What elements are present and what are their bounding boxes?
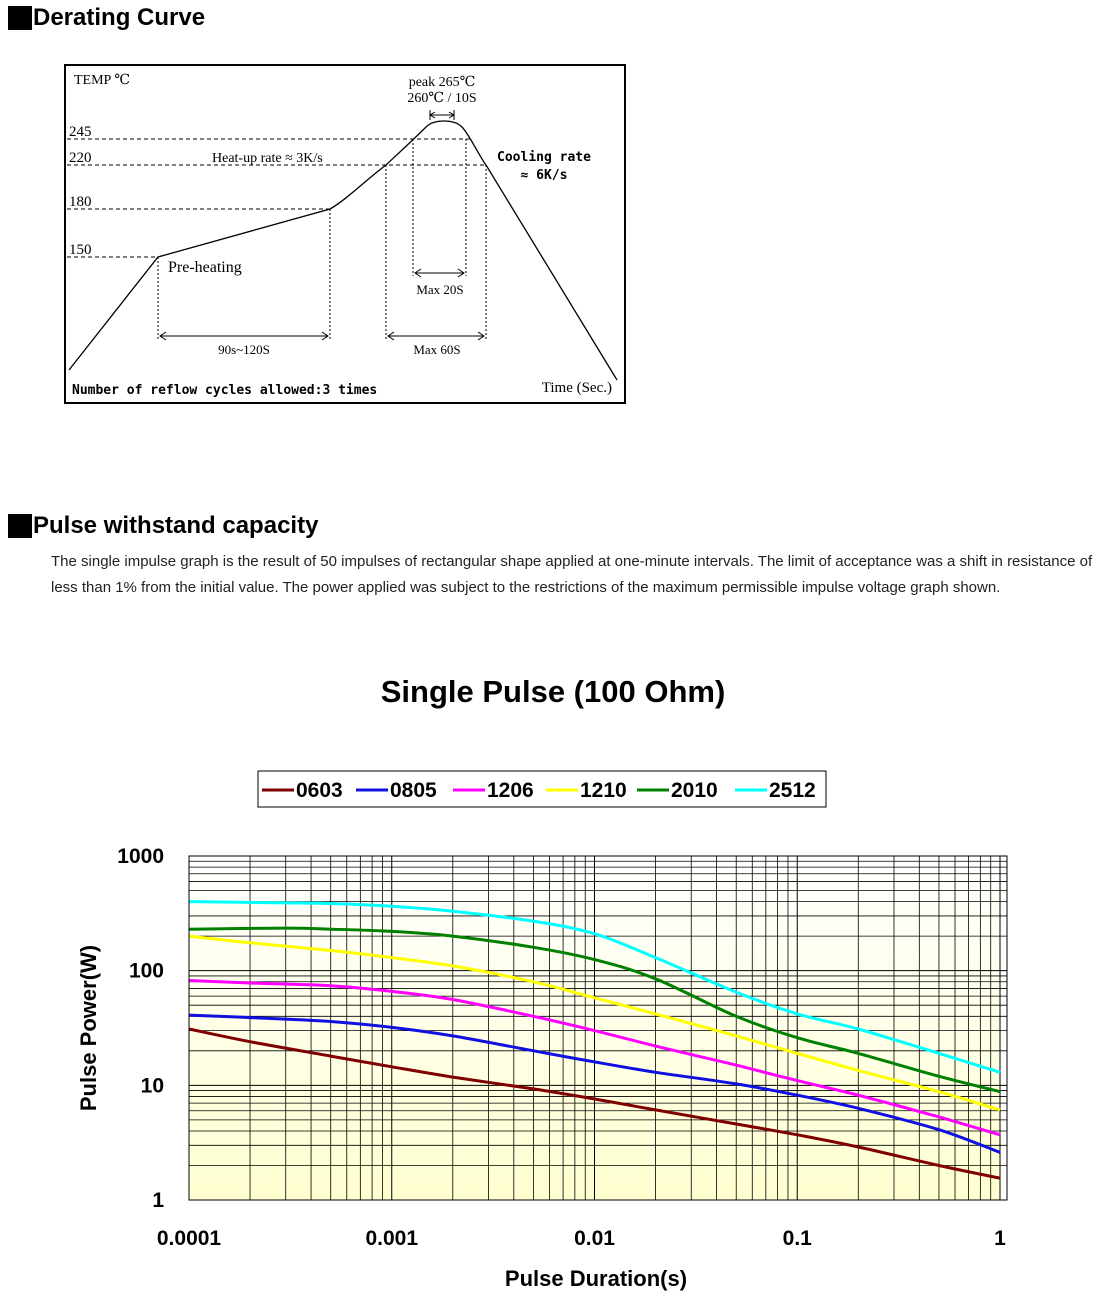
pulse-capacity-title	[8, 512, 318, 540]
reflow-x-axis-label: Time (Sec.)	[541, 380, 612, 396]
x-tick-label: 0.01	[574, 1227, 615, 1250]
reflow-frame	[65, 65, 625, 403]
pulse-capacity-title-text: Pulse withstand capacity	[33, 512, 319, 539]
cooling-rate-label-line2: ≈ 6K/s	[520, 168, 568, 183]
y-tick-label: 1	[152, 1189, 164, 1212]
reflow-profile-chart	[64, 64, 627, 406]
legend-label-2010: 2010	[671, 779, 718, 802]
single-pulse-chart	[0, 650, 1107, 1301]
reflow-y-axis-label: TEMP ℃	[74, 73, 130, 88]
legend-label-1206: 1206	[487, 779, 534, 802]
x-tick-label: 1	[994, 1227, 1006, 1250]
x-tick-label: 0.001	[365, 1227, 419, 1250]
y-tick-label: 1000	[117, 845, 164, 868]
max60-label: Max 60S	[413, 342, 461, 357]
x-tick-label: 0.1	[782, 1227, 812, 1250]
y-tick-label: 10	[140, 1074, 164, 1098]
legend-label-0603: 0603	[296, 779, 343, 802]
reflow-cycles-footer: Number of reflow cycles allowed:3 times	[72, 383, 378, 398]
pulse-y-axis-label: Pulse Power(W)	[76, 944, 101, 1112]
pulse-description: The single impulse graph is the result of 50 impulses of rectangular shape applied at one-minute intervals. The limit of acceptance was a shift in resistance of less than 1% from the initial value. The power applied was subject to the restrictions of the maximum permissible impulse voltage graph shown.	[51, 553, 1093, 596]
derating-curve-title-text: Derating Curve	[33, 4, 206, 31]
square-bullet-icon	[8, 6, 32, 30]
square-bullet-icon	[8, 514, 32, 538]
preheating-label: Pre-heating	[168, 259, 242, 276]
reflow-tick-180: 180	[69, 194, 92, 210]
legend-label-0805: 0805	[390, 779, 437, 802]
legend-label-2512: 2512	[769, 779, 816, 802]
cooling-rate-label-line1: Cooling rate	[497, 150, 591, 165]
peak-label-line1: peak 265℃	[408, 75, 476, 90]
x-tick-label: 0.0001	[156, 1227, 222, 1250]
reflow-tick-220: 220	[69, 150, 92, 166]
reflow-tick-150: 150	[69, 242, 92, 258]
pulse-chart-title: Single Pulse (100 Ohm)	[380, 674, 726, 709]
max20-label: Max 20S	[416, 282, 464, 297]
pulse-x-axis-label: Pulse Duration(s)	[504, 1266, 688, 1291]
y-tick-label: 100	[128, 959, 164, 983]
derating-curve-title	[8, 4, 205, 32]
heatup-rate-label: Heat-up rate ≈ 3K/s	[212, 151, 323, 166]
preheat-time-label: 90s~120S	[218, 342, 270, 357]
reflow-tick-245: 245	[69, 124, 92, 140]
peak-label-line2: 260℃ / 10S	[407, 91, 477, 106]
legend-label-1210: 1210	[580, 779, 627, 802]
